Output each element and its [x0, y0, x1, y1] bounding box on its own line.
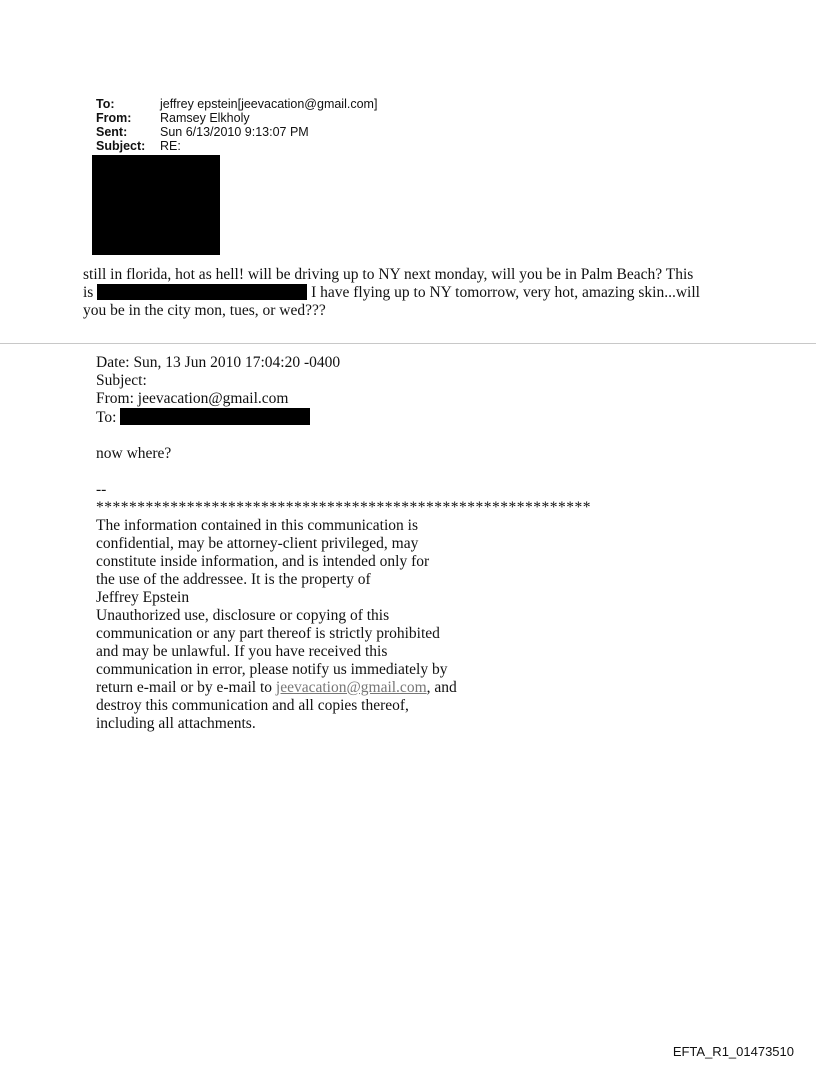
disclaimer-line: Unauthorized use, disclosure or copying of this — [96, 607, 390, 624]
quoted-date: Date: Sun, 13 Jun 2010 17:04:20 -0400 — [96, 354, 341, 371]
disclaimer-line: The information contained in this communication is — [96, 517, 418, 534]
quoted-from: From: jeevacation@gmail.com — [96, 390, 289, 407]
signature-dash: -- — [96, 481, 107, 498]
quoted-subject: Subject: — [96, 372, 147, 389]
redaction-block — [92, 155, 220, 255]
sent-row — [96, 125, 377, 139]
subject-label: Subject: — [96, 139, 146, 153]
subject-value: RE: — [160, 139, 181, 153]
message-text: I have flying up to NY tomorrow, very hot, amazing skin...will — [311, 284, 700, 301]
email-link[interactable]: jeevacation@gmail.com — [275, 679, 427, 696]
document-id: EFTA_R1_01473510 — [672, 1044, 794, 1059]
from-value: Ramsey Elkholy — [160, 111, 250, 125]
email-header — [96, 97, 377, 153]
disclaimer-line: and may be unlawful. If you have received this — [96, 643, 388, 660]
to-row — [96, 97, 377, 111]
disclaimer-line: destroy this communication and all copies thereof, — [96, 697, 409, 714]
divider — [0, 343, 816, 344]
from-row — [96, 111, 377, 125]
disclaimer-text: return e-mail or by e-mail to — [96, 679, 276, 696]
to-label: To: — [96, 97, 115, 111]
subject-row — [96, 139, 377, 153]
quoted-body: now where? — [96, 445, 172, 462]
quoted-to-row — [96, 408, 616, 427]
disclaimer-line: constitute inside information, and is intended only for — [96, 553, 430, 570]
quoted-to: To: — [96, 409, 117, 426]
disclaimer-text: , and — [426, 679, 457, 696]
disclaimer-line: communication in error, please notify us immediately by — [96, 661, 448, 678]
redaction-to — [120, 408, 310, 425]
message-body — [83, 266, 743, 320]
from-label: From: — [96, 111, 132, 125]
disclaimer-line: communication or any part thereof is strictly prohibited — [96, 625, 440, 642]
message-line — [83, 284, 743, 302]
sent-label: Sent: — [96, 125, 128, 139]
message-line: you be in the city mon, tues, or wed??? — [83, 302, 326, 319]
message-line: still in florida, hot as hell! will be driving up to NY next monday, will you be in Palm Beach? This — [83, 266, 694, 283]
sent-value: Sun 6/13/2010 9:13:07 PM — [160, 125, 309, 139]
disclaimer-line: Jeffrey Epstein — [96, 589, 190, 606]
message-text: is — [83, 284, 94, 301]
disclaimer-line: including all attachments. — [96, 715, 256, 732]
disclaimer-line — [96, 679, 616, 697]
to-value: jeffrey epstein[jeevacation@gmail.com] — [160, 97, 378, 111]
disclaimer-line: the use of the addressee. It is the property of — [96, 571, 371, 588]
signature-stars: ************************************************************ — [96, 499, 591, 516]
quoted-message — [96, 354, 616, 733]
redaction-inline — [97, 284, 307, 300]
disclaimer-line: confidential, may be attorney-client privileged, may — [96, 535, 419, 552]
